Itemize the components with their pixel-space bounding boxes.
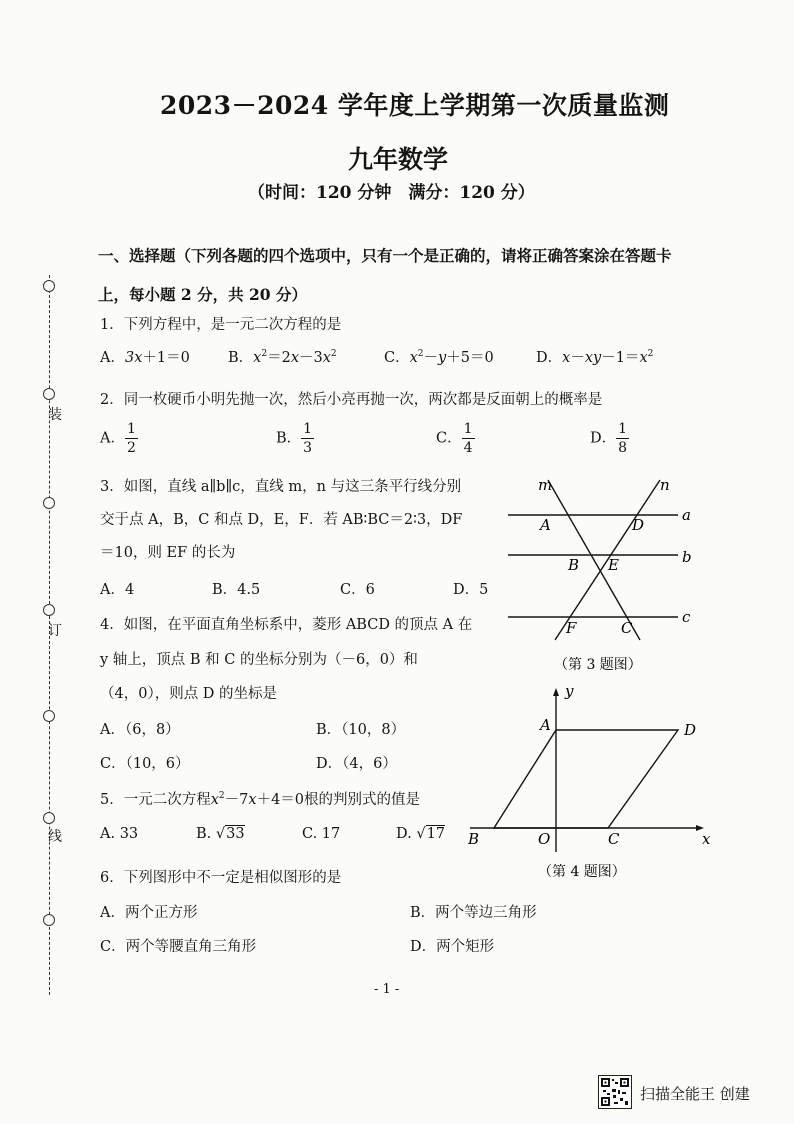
question-5-option-b: B. √33 [196,826,245,842]
question-2-stem: 2．同一枚硬币小明先抛一次，然后小亮再抛一次，两次都是反面朝上的概率是 [100,392,603,408]
question-5-option-d: D. √17 [396,826,446,842]
binding-hole [43,280,55,292]
point-D: D [684,721,697,739]
binding-hole [43,388,55,400]
margin-char-xian: 线 [48,829,62,845]
question-4-line1: 4．如图，在平面直角坐标系中，菱形 ABCD 的顶点 A 在 [100,617,473,633]
question-3-line1: 3．如图，直线 a∥b∥c，直线 m，n 与这三条平行线分别 [100,479,462,495]
label-x: x [702,830,711,848]
line-m [548,480,640,640]
question-3-option-d: D．5 [453,582,489,598]
question-6-option-a: A．两个正方形 [100,905,198,921]
question-6-stem: 6．下列图形中不一定是相似图形的是 [100,870,342,886]
label-c: c [682,608,691,626]
margin-char-ding: 订 [48,623,62,639]
question-3-option-c: C．6 [340,582,375,598]
question-4-line2: y 轴上，顶点 B 和 C 的坐标分别为（－6，0）和 [100,652,418,668]
point-E: E [608,556,619,574]
figure-3-caption: （第 3 题图） [554,657,642,673]
question-1-option-c: C．$x^2-y+5=0$ [384,349,494,366]
question-4-option-a: A．（6，8） [100,722,180,738]
question-3-option-a: A．4 [100,582,135,598]
label-a: a [682,506,691,524]
margin-char-zhuang: 装 [48,407,62,423]
figure-4-caption: （第 4 题图） [538,864,626,880]
question-5-option-a: A. 33 [100,826,139,842]
label-n: n [660,476,670,494]
page-number: - 1 - [374,982,400,997]
question-6-option-d: D．两个矩形 [410,939,495,955]
question-1-option-d: D．$x-xy-1=x^2$ [536,349,654,366]
section-heading-line1: 一、选择题（下列各题的四个选项中，只有一个是正确的，请将正确答案涂在答题卡 [98,246,672,265]
question-1-option-b: B．$x^2=2x-3x^2$ [228,349,337,366]
point-A: A [540,716,551,734]
point-B: B [568,556,580,574]
qr-code-icon [598,1075,632,1109]
binding-hole [43,710,55,722]
figure-4-diagram [460,682,720,882]
question-2-option-c: C． $\frac{1}{4}$ [436,421,473,456]
question-6-option-b: B．两个等边三角形 [410,905,537,921]
binding-hole [43,604,55,616]
label-y: y [565,682,574,700]
point-C: C [608,830,620,848]
scanner-watermark: 扫描全能王 创建 [640,1085,750,1103]
label-m: m [538,476,553,494]
question-2-option-a: A． $\frac{1}{2}$ [100,421,136,456]
question-6-option-c: C．两个等腰直角三角形 [100,939,257,955]
y-axis-arrow [553,688,559,696]
point-D: D [632,516,645,534]
question-1-option-a: A．3x＋1＝0 [100,350,190,366]
point-F: F [566,619,577,637]
binding-hole [43,914,55,926]
exam-meta: （时间：120 分钟 满分：120 分） [248,183,535,203]
question-1-stem: 1．下列方程中，是一元二次方程的是 [100,317,342,333]
question-5-stem: 5．一元二次方程$x^2-7x+4=0$根的判别式的值是 [100,791,421,808]
page-title: 2023－2024 学年度上学期第一次质量监测 [160,91,670,120]
question-2-option-d: D． $\frac{1}{8}$ [590,421,628,456]
section-heading-line2: 上，每小题 2 分，共 20 分） [98,285,307,304]
question-3-line2: 交于点 A，B，C 和点 D，E，F．若 AB∶BC＝2∶3，DF [100,512,463,528]
question-4-option-b: B．（10，8） [316,722,406,738]
question-3-line3: ＝10，则 EF 的长为 [100,545,236,561]
point-O: O [538,830,551,848]
question-5-option-c: C. 17 [302,826,341,842]
rhombus-abcd [494,730,678,828]
point-A: A [540,516,551,534]
question-4-option-d: D．（4，6） [316,756,397,772]
point-C: C [621,619,633,637]
question-4-line3: （4，0），则点 D 的坐标是 [100,686,278,702]
figure-3-diagram [500,470,700,680]
question-2-option-b: B． $\frac{1}{3}$ [276,421,313,456]
question-4-option-c: C．（10，6） [100,756,190,772]
point-B: B [468,830,480,848]
binding-hole [43,497,55,509]
binding-hole [43,812,55,824]
subject-title: 九年数学 [348,145,449,174]
label-b: b [682,548,692,566]
question-3-option-b: B．4.5 [212,582,261,598]
